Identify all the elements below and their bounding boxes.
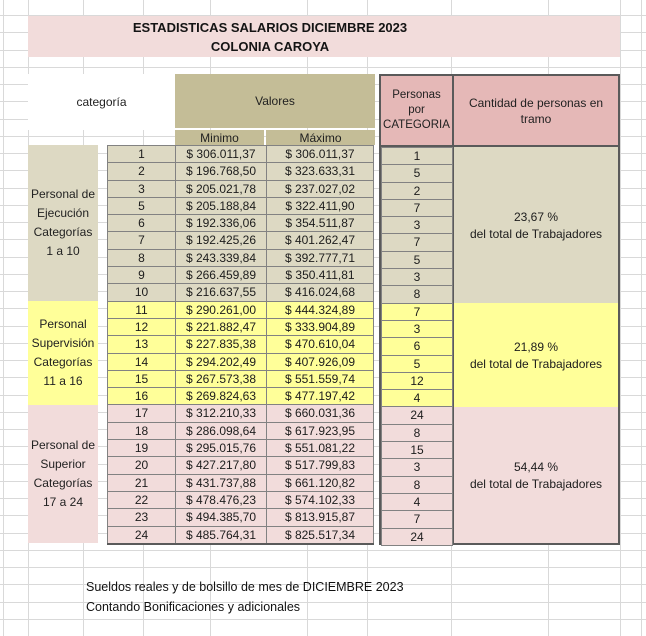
personas-cell[interactable]: 3 [382, 217, 453, 234]
category-cell[interactable]: 1 [108, 146, 176, 163]
tramo-superior[interactable] [454, 407, 618, 543]
group-label-superior[interactable] [28, 405, 98, 543]
label-line: Categorías [33, 355, 93, 369]
category-cell[interactable]: 22 [108, 491, 176, 508]
min-value-cell[interactable]: $ 221.882,47 [176, 318, 267, 335]
header-personas-por-categoria[interactable] [381, 76, 452, 145]
personas-cell[interactable]: 8 [382, 286, 453, 303]
tramo-caption: del total de Trabajadores [469, 356, 603, 371]
personas-table [381, 147, 453, 546]
category-cell[interactable]: 18 [108, 422, 176, 439]
header-categoria[interactable]: categoría [28, 74, 175, 130]
category-cell[interactable]: 6 [108, 215, 176, 232]
personas-cell[interactable]: 8 [382, 424, 453, 441]
tramo-percent: 23,67 % [513, 209, 559, 224]
label-line: 17 a 24 [42, 495, 84, 509]
gridline [0, 67, 646, 68]
gridline [0, 567, 646, 568]
max-value-cell[interactable]: $ 470.610,04 [267, 336, 374, 353]
label-line: Ejecución [36, 206, 90, 220]
category-cell[interactable]: 11 [108, 301, 176, 318]
max-value-cell[interactable]: $ 517.799,83 [267, 457, 374, 474]
category-cell[interactable]: 5 [108, 197, 176, 214]
min-value-cell[interactable]: $ 266.459,89 [176, 267, 267, 284]
min-value-cell[interactable]: $ 267.573,38 [176, 370, 267, 387]
personas-cell[interactable]: 6 [382, 338, 453, 355]
category-cell[interactable]: 3 [108, 180, 176, 197]
min-value-cell[interactable]: $ 478.476,23 [176, 491, 267, 508]
personas-cell[interactable]: 24 [382, 407, 453, 424]
min-value-cell[interactable]: $ 205.021,78 [176, 180, 267, 197]
header-maximo[interactable]: Máximo [266, 130, 375, 145]
min-value-cell[interactable]: $ 286.098,64 [176, 422, 267, 439]
max-value-cell[interactable]: $ 350.411,81 [267, 267, 374, 284]
header-line: por [408, 104, 425, 116]
max-value-cell[interactable]: $ 237.027,02 [267, 180, 374, 197]
header-line: tramo [520, 111, 552, 126]
max-value-cell[interactable]: $ 401.262,47 [267, 232, 374, 249]
max-value-cell[interactable]: $ 551.559,74 [267, 370, 374, 387]
personas-cell[interactable]: 3 [382, 320, 453, 337]
max-value-cell[interactable]: $ 813.915,87 [267, 509, 374, 526]
max-value-cell[interactable]: $ 323.633,31 [267, 163, 374, 180]
header-line: Cantidad de personas en [468, 95, 604, 110]
category-cell[interactable]: 15 [108, 370, 176, 387]
min-value-cell[interactable]: $ 243.339,84 [176, 249, 267, 266]
page-title [28, 16, 512, 57]
min-value-cell[interactable]: $ 494.385,70 [176, 509, 267, 526]
footer-note-2[interactable]: Contando Bonificaciones y adicionales [86, 600, 301, 614]
personas-cell[interactable]: 7 [382, 199, 453, 216]
min-value-cell[interactable]: $ 196.768,50 [176, 163, 267, 180]
max-value-cell[interactable]: $ 322.411,90 [267, 197, 374, 214]
category-cell[interactable]: 20 [108, 457, 176, 474]
category-cell[interactable]: 9 [108, 267, 176, 284]
tramo-caption: del total de Trabajadores [469, 476, 603, 491]
header-minimo[interactable]: Minimo [175, 130, 264, 145]
category-cell[interactable]: 19 [108, 440, 176, 457]
personas-cell[interactable]: 7 [382, 234, 453, 251]
gridline [620, 0, 621, 636]
label-line: 1 a 10 [46, 244, 80, 258]
max-value-cell[interactable]: $ 392.777,71 [267, 249, 374, 266]
category-cell[interactable]: 23 [108, 509, 176, 526]
tramo-supervision[interactable] [454, 303, 618, 407]
gridline [0, 619, 646, 620]
header-valores[interactable]: Valores [175, 74, 375, 128]
max-value-cell[interactable]: $ 407.926,09 [267, 353, 374, 370]
personas-cell[interactable]: 2 [382, 182, 453, 199]
tramo-caption: del total de Trabajadores [469, 226, 603, 241]
title-line-2: COLONIA CAROYA [210, 38, 330, 54]
footer-note-1[interactable]: Sueldos reales y de bolsillo de mes de DICIEMBRE 2023 [86, 580, 404, 594]
category-cell[interactable]: 2 [108, 163, 176, 180]
category-cell[interactable]: 17 [108, 405, 176, 422]
category-cell[interactable]: 13 [108, 336, 176, 353]
min-value-cell[interactable]: $ 294.202,49 [176, 353, 267, 370]
max-value-cell[interactable]: $ 660.031,36 [267, 405, 374, 422]
category-cell[interactable]: 16 [108, 388, 176, 405]
min-value-cell[interactable]: $ 431.737,88 [176, 474, 267, 491]
max-value-cell[interactable]: $ 574.102,33 [267, 491, 374, 508]
max-value-cell[interactable]: $ 477.197,42 [267, 388, 374, 405]
min-value-cell[interactable]: $ 485.764,31 [176, 526, 267, 544]
personas-cell[interactable]: 15 [382, 442, 453, 459]
max-value-cell[interactable]: $ 306.011,37 [267, 146, 374, 163]
label-line: Superior [40, 457, 86, 471]
personas-cell[interactable]: 24 [382, 528, 453, 545]
max-value-cell[interactable]: $ 825.517,34 [267, 526, 374, 544]
personas-cell[interactable]: 3 [382, 269, 453, 286]
personas-cell[interactable]: 7 [382, 303, 453, 320]
personas-cell[interactable]: 1 [382, 148, 453, 165]
personas-cell[interactable]: 4 [382, 493, 453, 510]
max-value-cell[interactable]: $ 551.081,22 [267, 440, 374, 457]
category-cell[interactable]: 12 [108, 318, 176, 335]
category-cell[interactable]: 14 [108, 353, 176, 370]
title-line-1: ESTADISTICAS SALARIOS DICIEMBRE 2023 [132, 19, 408, 35]
label-line: Personal de [30, 438, 96, 452]
min-value-cell[interactable]: $ 290.261,00 [176, 301, 267, 318]
category-cell[interactable]: 7 [108, 232, 176, 249]
title-cell[interactable] [28, 16, 620, 57]
max-value-cell[interactable]: $ 354.511,87 [267, 215, 374, 232]
category-cell[interactable]: 8 [108, 249, 176, 266]
label-line: 11 a 16 [43, 374, 83, 388]
max-value-cell[interactable]: $ 661.120,82 [267, 474, 374, 491]
min-value-cell[interactable]: $ 312.210,33 [176, 405, 267, 422]
personas-cell[interactable]: 5 [382, 165, 453, 182]
salary-table [107, 145, 374, 545]
min-value-cell[interactable]: $ 295.015,76 [176, 440, 267, 457]
label-line: Categorías [33, 225, 93, 239]
personas-cell[interactable]: 3 [382, 459, 453, 476]
personas-tramo-region [379, 74, 620, 545]
gridline [641, 0, 642, 636]
label-line: Supervisión [31, 336, 95, 350]
max-value-cell[interactable]: $ 617.923,95 [267, 422, 374, 439]
personas-cell[interactable]: 12 [382, 372, 453, 389]
min-value-cell[interactable]: $ 192.425,26 [176, 232, 267, 249]
min-value-cell[interactable]: $ 205.188,84 [176, 197, 267, 214]
gridline [3, 0, 4, 636]
personas-cell[interactable]: 8 [382, 476, 453, 493]
tramo-ejecucion[interactable] [454, 147, 618, 303]
header-cantidad-personas-tramo[interactable] [454, 76, 618, 145]
category-cell[interactable]: 10 [108, 284, 176, 301]
max-value-cell[interactable]: $ 444.324,89 [267, 301, 374, 318]
min-value-cell[interactable]: $ 427.217,80 [176, 457, 267, 474]
header-line: CATEGORIA [383, 119, 450, 131]
min-value-cell[interactable]: $ 216.637,55 [176, 284, 267, 301]
personas-cell[interactable]: 4 [382, 390, 453, 407]
group-label-supervision[interactable] [28, 301, 98, 405]
min-value-cell[interactable]: $ 227.835,38 [176, 336, 267, 353]
tramo-percent: 54,44 % [513, 459, 559, 474]
min-value-cell[interactable]: $ 192.336,06 [176, 215, 267, 232]
group-label-ejecucion[interactable] [28, 145, 98, 301]
tramo-percent: 21,89 % [513, 339, 559, 354]
category-cell[interactable]: 21 [108, 474, 176, 491]
max-value-cell[interactable]: $ 333.904,89 [267, 318, 374, 335]
personas-cell[interactable]: 5 [382, 355, 453, 372]
gridline [0, 550, 646, 551]
min-value-cell[interactable]: $ 269.824,63 [176, 388, 267, 405]
min-value-cell[interactable]: $ 306.011,37 [176, 146, 267, 163]
header-line: Personas [392, 89, 441, 101]
label-line: Categorías [33, 476, 93, 490]
label-line: Personal [39, 317, 87, 331]
personas-cell[interactable]: 7 [382, 511, 453, 528]
category-cell[interactable]: 24 [108, 526, 176, 544]
label-line: Personal de [30, 187, 96, 201]
personas-cell[interactable]: 5 [382, 251, 453, 268]
max-value-cell[interactable]: $ 416.024,68 [267, 284, 374, 301]
